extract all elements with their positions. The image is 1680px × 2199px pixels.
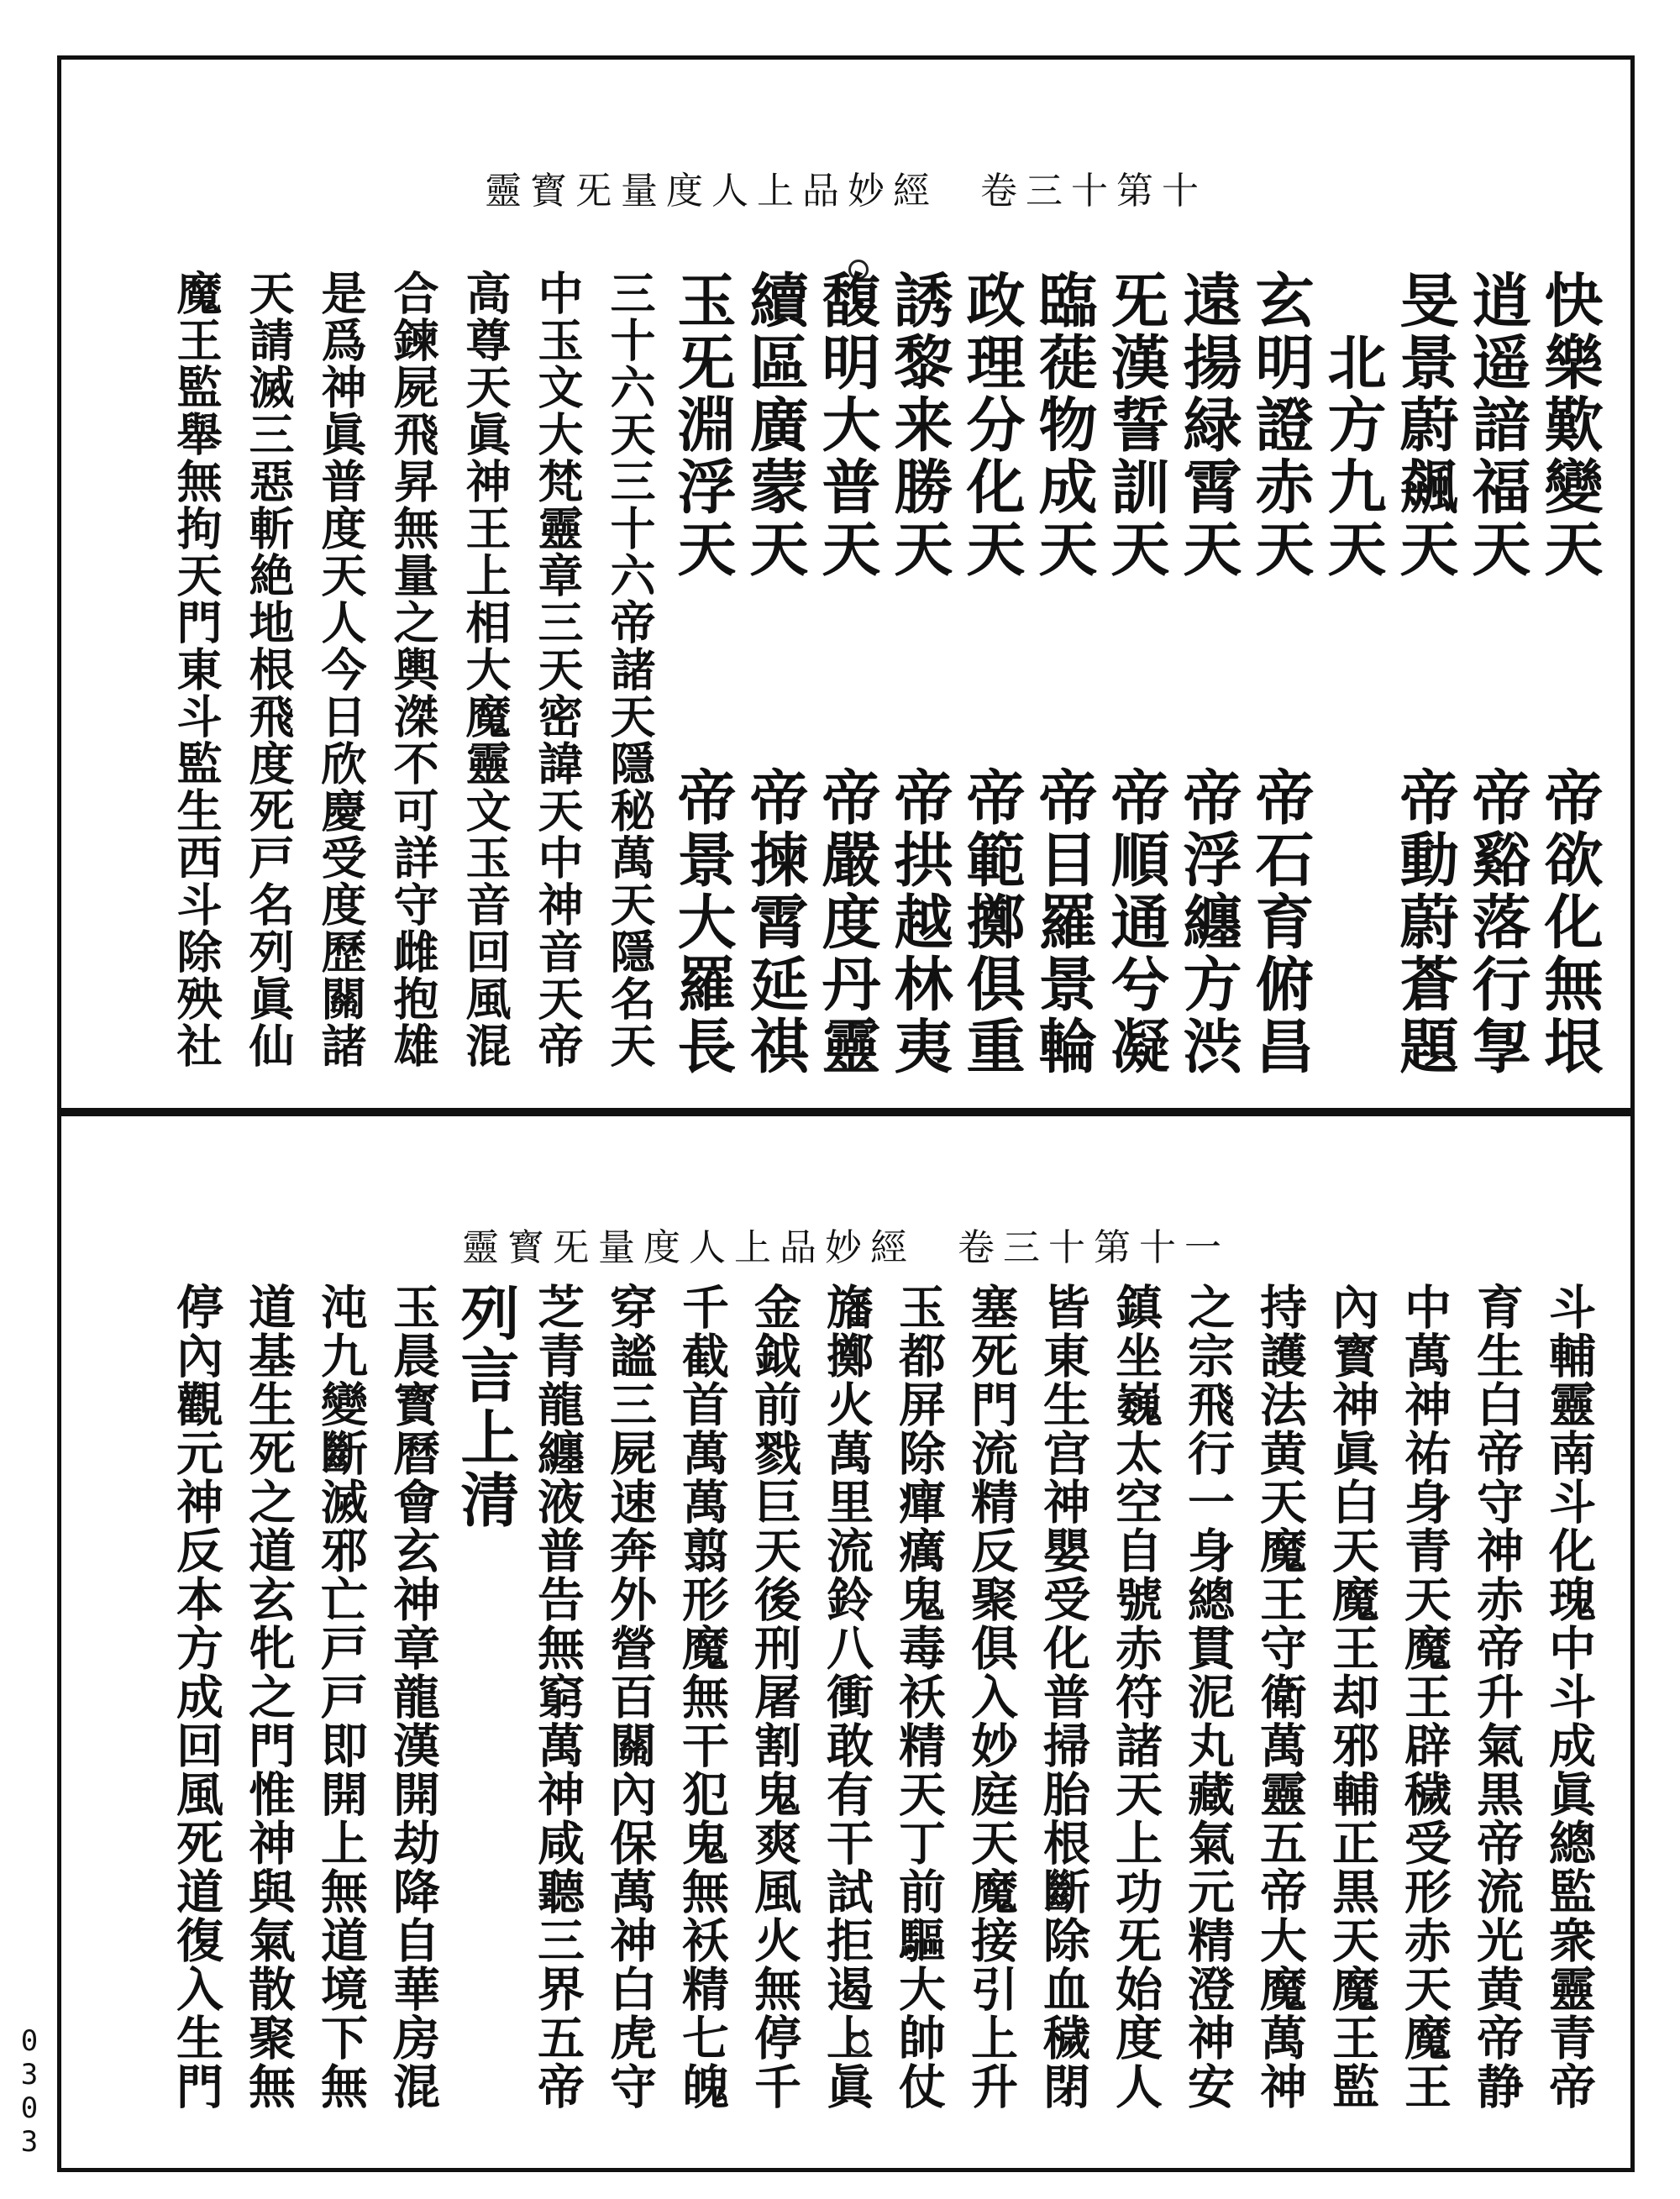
column-emperor-name: 帝順通兮凝 (1101, 767, 1171, 1078)
column-heaven-name: 玄明證赤天 (1246, 270, 1315, 580)
column-text: 中萬神祐身青天魔王辟穢受形赤天魔王 (1397, 1283, 1452, 2111)
column-heaven-name: 政理分化天 (957, 270, 1026, 580)
text-column (1100, 1283, 1172, 2131)
text-column (449, 1283, 522, 2131)
text-column (883, 270, 955, 1076)
column-text: 旛擲火萬里流鈴八衝敢有干試拒遏上眞 (819, 1283, 874, 2111)
text-column (1027, 270, 1100, 1076)
text-column (1533, 270, 1605, 1076)
column-text: 塞死門流精反聚俱入妙庭天魔接引上升 (963, 1283, 1019, 2111)
column-emperor-name: 帝嚴度丹靈 (812, 767, 882, 1078)
text-column (377, 270, 449, 1076)
upper-text-columns (160, 270, 1605, 1076)
text-column (305, 270, 377, 1076)
column-text: 道基生死之道玄牝之門惟神與氣散聚無 (241, 1283, 297, 2111)
text-column (1244, 270, 1316, 1076)
text-column (160, 270, 233, 1076)
text-column (1316, 270, 1389, 1076)
text-column (1172, 270, 1244, 1076)
text-column (955, 1283, 1027, 2131)
text-column (522, 270, 594, 1076)
text-column (1244, 1283, 1316, 2131)
column-heaven-name: 旻景蔚飆天 (1390, 270, 1460, 580)
column-text: 育生白帝守神赤帝升氣黒帝流光黄帝静 (1469, 1283, 1525, 2111)
column-text: 列言上清 (451, 1283, 521, 1531)
column-heaven-name: 中玉文大梵靈章三天密諱天中神音天帝 (531, 270, 585, 1069)
text-column (160, 1283, 233, 2131)
text-column (233, 1283, 305, 2131)
text-column (1316, 1283, 1389, 2131)
column-emperor-name: 帝欲化無垠 (1535, 767, 1604, 1078)
column-heaven-name: 誘黎来勝天 (885, 270, 954, 580)
page-number: 0303 (13, 2024, 46, 2159)
text-column (594, 1283, 666, 2131)
text-column (305, 1283, 377, 2131)
column-heaven-name: 續區廣蒙天 (740, 270, 810, 580)
lower-header-volume: 卷三十第十一 (958, 1226, 1230, 1269)
column-emperor-name: 帝目羅景輪 (1029, 767, 1099, 1078)
lower-page-panel (57, 1112, 1635, 2172)
text-column (1389, 1283, 1461, 2131)
text-column (594, 270, 666, 1076)
column-heaven-name: 馥明大普天 (812, 270, 882, 580)
text-column (1027, 1283, 1100, 2131)
column-text: 玉都屏除癉癘鬼毒袄精天丁前驅大帥仗 (891, 1283, 947, 2111)
column-emperor-name: 帝動蔚蒼題 (1390, 767, 1460, 1078)
column-heaven-name: 臨蓰物成天 (1029, 270, 1099, 580)
column-emperor-name: 帝揀霄延祺 (740, 767, 810, 1078)
column-heaven-name: 天請滅三惡斬絶地根飛度死戸名列眞仙 (242, 270, 296, 1069)
column-heaven-name: 旡漢誓訓天 (1101, 270, 1171, 580)
lower-page-header (61, 1217, 1630, 1271)
column-emperor-name: 帝浮纏方渋 (1173, 767, 1243, 1078)
text-column (377, 1283, 449, 2131)
column-text: 玉晨寳曆會玄神章龍漢開劫降自華房混 (386, 1283, 441, 2111)
column-emperor-name: 帝谿落行㝁 (1462, 767, 1532, 1078)
column-emperor-name: 帝景大羅長 (668, 767, 738, 1078)
column-text: 皆東生宫神嬰受化普掃胎根斷除血穢閉 (1036, 1283, 1091, 2111)
text-column (449, 270, 522, 1076)
text-column (1172, 1283, 1244, 2131)
column-heaven-name: 北方九天 (1318, 332, 1388, 580)
column-emperor-name: 帝範擲俱重 (957, 767, 1026, 1078)
column-text: 鎮坐巍太空自號赤符諸天上功旡始度人 (1108, 1283, 1163, 2111)
text-column (811, 270, 883, 1076)
column-emperor-name: 帝拱越林夷 (885, 767, 954, 1078)
column-heaven-name: 魔王監舉無拘天門東斗監生西斗除殃社 (170, 270, 223, 1069)
column-text: 穿謐三屍速奔外營百關內保萬神白虎守 (602, 1283, 658, 2111)
text-column (1533, 1283, 1605, 2131)
text-column (522, 1283, 594, 2131)
column-heaven-name: 高尊天眞神王上相大魔靈文玉音回風混 (459, 270, 512, 1069)
upper-header-title: 靈寳旡量度人上品妙經 (485, 170, 938, 213)
text-column (666, 1283, 738, 2131)
upper-header-volume: 卷三十第十 (980, 170, 1207, 213)
column-heaven-name: 是爲神眞普度天人今日欣慶受度歷關諸 (314, 270, 368, 1069)
column-text: 千截首萬萬翦形魔無干犯鬼無袄精七魄 (675, 1283, 730, 2111)
text-column (1461, 1283, 1533, 2131)
upper-page-header (61, 160, 1630, 214)
text-column (233, 270, 305, 1076)
text-column (738, 270, 811, 1076)
text-column (811, 1283, 883, 2131)
lower-text-columns (160, 1283, 1605, 2131)
text-column (1389, 270, 1461, 1076)
lower-header-title: 靈寳旡量度人上品妙經 (462, 1226, 916, 1269)
column-text: 之宗飛行一身總貫泥丸藏氣元精澄神安 (1180, 1283, 1236, 2111)
column-heaven-name: 玉旡淵浮天 (668, 270, 738, 580)
text-column (738, 1283, 811, 2131)
column-text: 金鉞前戮巨天後刑屠割鬼爽風火無停千 (747, 1283, 802, 2111)
column-emperor-name: 帝石育俯昌 (1246, 767, 1315, 1078)
column-text: 停內觀元神反本方成回風死道復入生門 (169, 1283, 224, 2111)
upper-page-panel (57, 55, 1635, 1112)
column-text: 斗輔靈南斗化瑰中斗成眞總監衆靈青帝 (1541, 1283, 1597, 2111)
text-column (955, 270, 1027, 1076)
column-heaven-name: 遠揚緑霄天 (1173, 270, 1243, 580)
column-text: 沌九變斷滅邪亡戸戸即開上無道境下無 (313, 1283, 369, 2111)
column-heaven-name: 合鍊屍飛昇無量之輿滐不可詳守雌抱雄 (386, 270, 440, 1069)
text-column (1461, 270, 1533, 1076)
column-heaven-name: 逍遥諳福天 (1462, 270, 1532, 580)
column-text: 芝青龍纏液普告無窮萬神咸聽三界五帝 (530, 1283, 585, 2111)
column-text: 內寳神眞白天魔王却邪輔正黒天魔王監 (1325, 1283, 1380, 2111)
column-heaven-name: 快樂歎變天 (1535, 270, 1604, 580)
column-text: 持護法黄天魔王守衛萬靈五帝大魔萬神 (1252, 1283, 1308, 2111)
text-column (666, 270, 738, 1076)
text-column (1100, 270, 1172, 1076)
text-column (883, 1283, 955, 2131)
column-heaven-name: 三十六天三十六帝諸天隱秘萬天隱名天 (603, 270, 657, 1069)
